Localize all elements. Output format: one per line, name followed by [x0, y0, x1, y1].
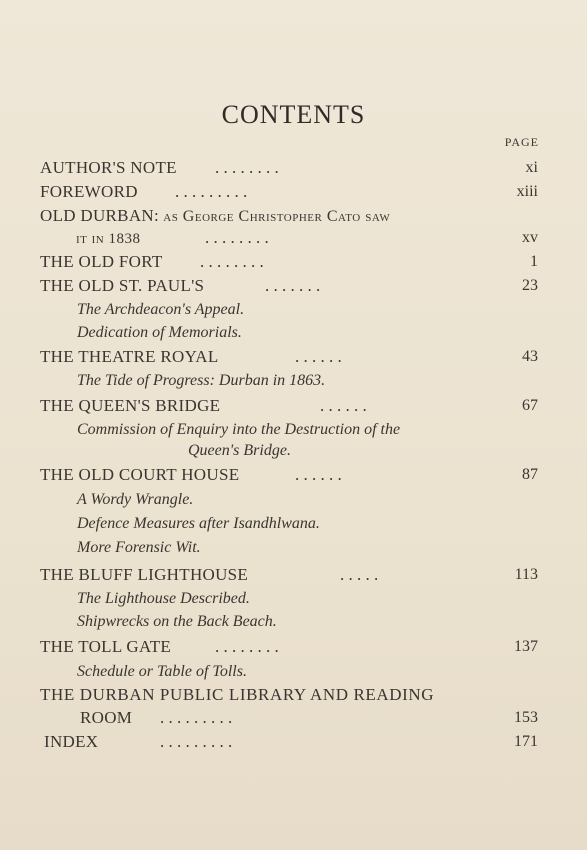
toc-entry-title: THE BLUFF LIGHTHOUSE: [40, 565, 249, 584]
toc-entry-title: INDEX: [44, 732, 99, 751]
dot-leader: . . . . . .: [320, 396, 367, 415]
toc-entry: [40, 206, 540, 227]
toc-subentry: More Forensic Wit.: [77, 539, 201, 556]
toc-entry-title-line2: it in 1838: [76, 231, 141, 247]
toc-entry-title: OLD DURBAN:: [40, 206, 159, 225]
toc-entry-page: 87: [522, 466, 538, 483]
toc-entry-title: FOREWORD: [40, 182, 138, 201]
toc-entry-title: THE THEATRE ROYAL: [40, 347, 219, 366]
toc-entry: [40, 252, 540, 272]
dot-leader: . . . . . . . .: [200, 252, 264, 271]
toc-entry-title: THE TOLL GATE: [40, 637, 172, 656]
toc-entry: [40, 565, 540, 585]
page-column-header: PAGE: [504, 135, 539, 149]
dot-leader: . . . . . . . .: [205, 228, 269, 247]
page-title: CONTENTS: [221, 100, 366, 129]
toc-entry-page: 113: [514, 566, 538, 583]
toc-entry-title-smallcaps: as George Christopher Cato saw: [163, 208, 391, 225]
toc-subentry: The Tide of Progress: Durban in 1863.: [77, 372, 326, 389]
toc-entry-title: THE OLD FORT: [40, 252, 163, 271]
toc-subentry: Commission of Enquiry into the Destruction of the: [77, 421, 401, 438]
toc-entry-page: 23: [522, 277, 538, 294]
toc-subentry: Defence Measures after Isandhlwana.: [77, 515, 320, 532]
toc-entry-page: xi: [525, 159, 538, 176]
toc-entry-title: THE DURBAN PUBLIC LIBRARY AND READING: [40, 685, 435, 704]
dot-leader: . . . . . .: [295, 465, 342, 484]
toc-entry-continuation: [40, 708, 540, 728]
dot-leader: . . . . . . . . .: [160, 708, 233, 727]
toc-subentry: The Lighthouse Described.: [77, 590, 250, 607]
toc-entry-title: THE QUEEN'S BRIDGE: [40, 396, 221, 415]
toc-entry-page: 67: [522, 397, 538, 414]
toc-entry-page: xv: [522, 229, 538, 246]
toc-entry: [40, 158, 540, 178]
dot-leader: . . . . . . . .: [215, 637, 279, 656]
toc-entry-page: 137: [514, 638, 538, 655]
dot-leader: . . . . . . .: [265, 276, 321, 295]
dot-leader: . . . . . .: [295, 347, 342, 366]
toc-subentry-continuation: Queen's Bridge.: [188, 442, 291, 459]
toc-entry-title: THE OLD COURT HOUSE: [40, 465, 240, 484]
toc-subentry: The Archdeacon's Appeal.: [77, 301, 245, 318]
toc-entry-page: 153: [514, 709, 538, 726]
toc-entry: [40, 685, 540, 705]
toc-entry: [40, 276, 540, 296]
toc-entry-title: THE OLD ST. PAUL'S: [40, 276, 205, 295]
toc-entry-page: 43: [522, 348, 538, 365]
toc-entry: [40, 732, 540, 752]
toc-subentry: A Wordy Wrangle.: [77, 491, 194, 508]
toc-entry: [40, 637, 540, 657]
toc-subentry: Dedication of Memorials.: [77, 324, 242, 341]
toc-entry-title-line2: ROOM: [80, 708, 133, 727]
toc-entry-page: 171: [514, 733, 538, 750]
toc-entry-title: AUTHOR'S NOTE: [40, 158, 177, 177]
toc-entry: [40, 465, 540, 485]
toc-entry: [40, 396, 540, 416]
toc-entry: [40, 182, 540, 202]
toc-subentry: Shipwrecks on the Back Beach.: [77, 613, 277, 630]
toc-entry-continuation: [40, 228, 540, 249]
toc-entry-page: 1: [530, 253, 538, 270]
dot-leader: . . . . . . . . .: [160, 732, 233, 751]
toc-entry-page: xiii: [516, 183, 538, 200]
dot-leader: . . . . . . . .: [215, 158, 279, 177]
dot-leader: . . . . . . . . .: [175, 182, 248, 201]
toc-subentry: Schedule or Table of Tolls.: [77, 663, 247, 680]
toc-entry: [40, 347, 540, 367]
dot-leader: . . . . .: [340, 565, 379, 584]
